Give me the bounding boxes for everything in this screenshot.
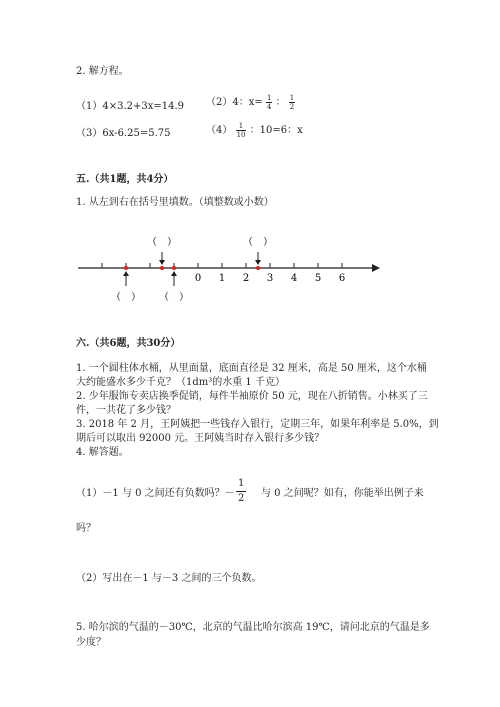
fraction [236,477,246,506]
question-3-line-2: 期后可以取出 92000 元。王阿姨当时存入银行多少钱？ [76,433,325,444]
fraction [266,94,272,111]
section-heading: 2. 解方程。 [76,66,129,77]
question-4-1-part-b: 与 0 之间呢？如有，你能举出例子来 [261,488,424,499]
axis-arrow-icon [372,264,380,272]
answer-bracket: （ ） [147,237,177,248]
question-5-line-2: 少度？ [76,637,106,648]
fraction-numerator: 1 [236,122,247,131]
tick-label: 2 [242,273,250,284]
tick-label: 0 [194,273,202,284]
equation-4-prefix: （4） [206,125,233,136]
question-2-line-1: 2. 少年服饰专卖店换季促销，每件半袖原价 50 元，现在八折销售。小林买了三 [76,391,428,402]
part-five-heading: 五.（共1题，共4分） [76,174,174,185]
question-1-line-2: 大约能盛水多少千克？（1dm³的水重 1 千克） [76,377,285,388]
arrow-head-icon [255,260,261,265]
question-5-line-1: 5. 哈尔滨的气温的－30℃，北京的气温比哈尔滨高 19℃，请问北京的气温是多 [76,622,430,633]
question-4-2: （2）写出在－1 与－3 之间的三个负数。 [76,573,262,584]
fraction-numerator: 1 [289,94,295,102]
fraction-denominator: 2 [289,103,295,111]
question-2-line-2: 件，一共花了多少钱？ [76,405,176,416]
fraction-numerator: 1 [236,477,246,492]
question-3-line-1: 3. 2018 年 2 月，王阿姨把一些钱存入银行，定期三年，如果年利率是 5.0%，到 [76,419,439,430]
tick-label: 5 [314,273,322,284]
fraction-denominator: 2 [238,493,245,504]
fraction-numerator: 1 [266,94,272,102]
red-point [256,266,260,270]
tick-label: 4 [290,273,298,284]
equation-4 [206,121,303,139]
question-text: 1. 从左到右在括号里填数。（填整数或小数） [76,197,274,208]
equation-1: （1）4×3.2+3x=14.9 [76,101,185,112]
question-4-1-part-c: 吗？ [76,523,96,534]
red-point [160,266,164,270]
fraction-denominator: 4 [266,103,272,111]
equation-2-prefix: （2）4：x= [206,97,263,108]
arrow-head-icon [171,271,177,276]
tick-label: 6 [338,273,346,284]
answer-bracket: （ ） [243,237,273,248]
answer-bracket: （ ） [159,292,189,303]
equation-4-suffix: ：10=6：x [249,125,303,136]
arrow-head-icon [159,260,165,265]
red-point [124,266,128,270]
red-point [172,266,176,270]
question-4-1-part-a: （1）－1 与 0 之间还有负数吗？－ [76,488,235,499]
question-4-heading: 4. 解答题。 [76,447,129,458]
answer-bracket: （ ） [111,292,141,303]
tick-label: 1 [218,273,226,284]
ratio-sign: ： [275,97,286,108]
part-six-heading: 六.（共6题，共30分） [76,338,181,349]
arrow-head-icon [123,271,129,276]
tick-label: 3 [266,273,274,284]
equation-3: （3）6x-6.25=5.75 [76,128,171,139]
number-line-figure [76,228,386,308]
fraction [236,122,247,139]
equation-2 [206,93,295,111]
fraction [289,94,295,111]
fraction-denominator: 10 [236,131,246,139]
question-1-line-1: 1. 一个圆柱体水桶，从里面量，底面直径是 32 厘米，高是 50 厘米，这个水桶 [76,363,427,374]
